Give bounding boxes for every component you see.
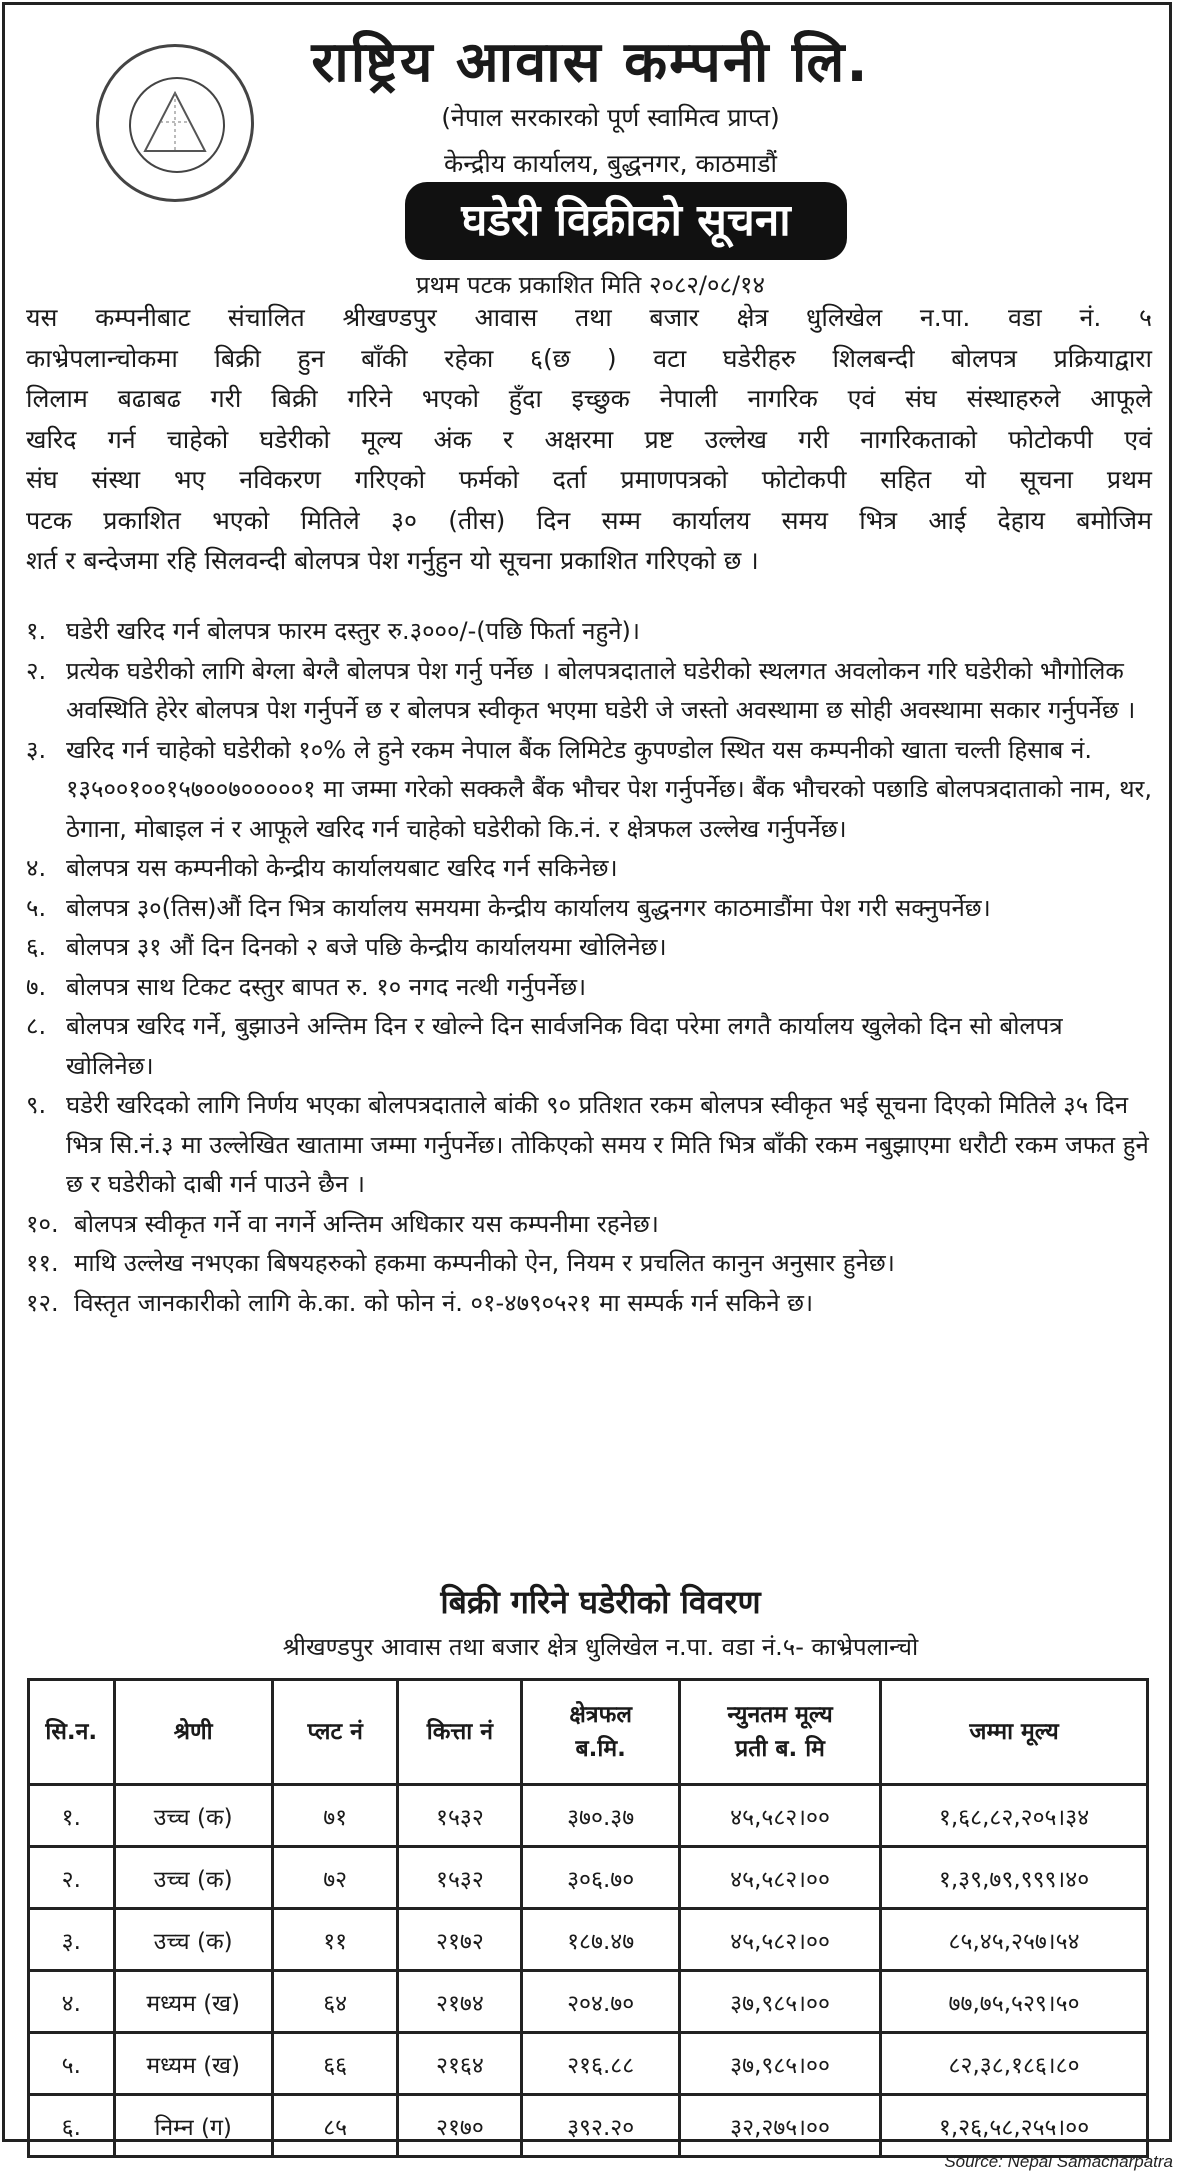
cell-category: निम्न (ग) (114, 2095, 272, 2157)
condition-text: माथि उल्लेख नभएका बिषयहरुको हकमा कम्पनीको ऐन, नियम र प्रचलित कानुन अनुसार हुनेछ। (74, 1249, 895, 1277)
office-address: केन्द्रीय कार्यालय, बुद्धनगर, काठमाडौं (444, 149, 777, 178)
condition-text: प्रत्येक घडेरीको लागि बेग्ला बेग्लै बोलपत्र पेश गर्नु पर्नेछ । बोलपत्रदाताले घडेरीको स्थलगत अवलोकन गरि घडेरीको भौगोलिक अवस्थिति हेरेर बोलपत्र पेश गर्नुपर्ने छ र बोलपत्र स्वीकृत भएमा घडेरी जे जस्तो अवस्थामा छ सोही अवस्थामा सकार गर्नुपर्नेछ । (66, 656, 1136, 724)
cell-category: उच्च (क) (114, 1909, 272, 1971)
condition-item (26, 1284, 1156, 1324)
col-header-area-line2: ब.मि. (575, 1736, 626, 1762)
col-header-plot: प्लट नं (272, 1680, 398, 1785)
condition-number: ५. (26, 893, 47, 922)
condition-text: बोलपत्र ३१ औं दिन दिनको २ बजे पछि केन्द्रीय कार्यालयमा खोलिनेछ। (66, 933, 667, 961)
source-credit: Source: Nepal Samacharpatra (944, 2152, 1173, 2171)
condition-number: ६. (26, 933, 47, 961)
col-header-min-price-line2: प्रती ब. मि (735, 1736, 825, 1762)
intro-line: पटक प्रकाशित भएको मितिले ३० (तीस) दिन सम्म कार्यालय समय भित्र आई देहाय बमोजिम (26, 505, 1152, 535)
table-row (29, 1971, 1148, 2033)
condition-item (26, 731, 1156, 850)
condition-item (26, 652, 1156, 731)
col-header-min-price-line1: न्युनतम मूल्य (727, 1702, 833, 1728)
condition-number: १२. (26, 1288, 59, 1317)
table-row (29, 1785, 1148, 1847)
intro-line: लिलाम बढाबढ गरी बिक्री गरिने भएको हुँदा इच्छुक नेपाली नागरिक एवं संघ संस्थाहरुले आफूले (26, 384, 1152, 413)
cell-min-price: ३७,९८५।०० (679, 1971, 880, 2033)
condition-number: ८. (26, 1012, 47, 1040)
col-header-area (522, 1680, 680, 1785)
cell-kitta: २१७० (398, 2095, 522, 2157)
condition-number: ११. (26, 1249, 59, 1277)
condition-text: बोलपत्र साथ टिकट दस्तुर बापत रु. १० नगद नत्थी गर्नुपर्नेछ। (66, 972, 587, 1001)
condition-number: ७. (26, 972, 47, 1001)
cell-area: २०४.७० (522, 1971, 680, 2033)
condition-number: ९. (26, 1091, 47, 1119)
cell-sn: ६. (29, 2095, 115, 2157)
condition-item (26, 1205, 1156, 1245)
intro-line: संघ संस्था भए नविकरण गरिएको फर्मको दर्ता प्रमाणपत्रको फोटोकपी सहित यो सूचना प्रथम (26, 465, 1152, 494)
cell-min-price: ४५,५८२।०० (679, 1785, 880, 1847)
cell-area: २१६.८८ (522, 2033, 680, 2095)
cell-kitta: २१७४ (398, 1971, 522, 2033)
condition-item (26, 928, 1156, 968)
col-header-sn: सि.न. (29, 1680, 115, 1785)
intro-line: काभ्रेपलान्चोकमा बिक्री हुन बाँकी रहेका ६(छ ) वटा घडेरीहरु शिलबन्दी बोलपत्र प्रक्रियाद्वारा (26, 343, 1152, 373)
condition-item (26, 889, 1156, 929)
plots-location: श्रीखण्डपुर आवास तथा बजार क्षेत्र धुलिखेल न.पा. वडा नं.५- काभ्रेपलान्चो (282, 1633, 919, 1661)
table-row (29, 1847, 1148, 1909)
cell-area: ३०६.७० (522, 1847, 680, 1909)
cell-total: ८५,४५,२५७।५४ (881, 1909, 1148, 1971)
table-row (29, 2095, 1148, 2157)
cell-plot: ६४ (272, 1971, 398, 2033)
condition-text: बोलपत्र ३०(तिस)औं दिन भित्र कार्यालय समयमा केन्द्रीय कार्यालय बुद्धनगर काठमाडौंमा पेश गरी सक्नुपर्नेछ। (66, 893, 991, 922)
company-name: राष्ट्रिय आवास कम्पनी लि. (311, 30, 870, 95)
intro-line: शर्त र बन्देजमा रहि सिलवन्दी बोलपत्र पेश गर्नुहुन यो सूचना प्रकाशित गरिएको छ । (26, 546, 759, 575)
col-header-total: जम्मा मूल्य (881, 1680, 1148, 1785)
cell-area: १८७.४७ (522, 1909, 680, 1971)
plots-section-title: बिक्री गरिने घडेरीको विवरण (440, 1583, 761, 1621)
cell-plot: ८५ (272, 2095, 398, 2157)
condition-item (26, 849, 1156, 889)
cell-sn: ५. (29, 2033, 115, 2095)
cell-kitta: १५३२ (398, 1847, 522, 1909)
table-row (29, 2033, 1148, 2095)
intro-paragraph (26, 298, 1152, 582)
condition-item (26, 1244, 1156, 1284)
cell-total: ८२,३८,१८६।८० (881, 2033, 1148, 2095)
cell-plot: ७१ (272, 1785, 398, 1847)
cell-kitta: १५३२ (398, 1785, 522, 1847)
condition-item (26, 1007, 1156, 1086)
condition-item (26, 612, 1156, 652)
condition-item (26, 968, 1156, 1008)
cell-min-price: ३२,२७५।०० (679, 2095, 880, 2157)
cell-category: उच्च (क) (114, 1785, 272, 1847)
col-header-category: श्रेणी (114, 1680, 272, 1785)
intro-line: यस कम्पनीबाट संचालित श्रीखण्डपुर आवास तथा बजार क्षेत्र धुलिखेल न.पा. वडा नं. ५ (26, 303, 1152, 332)
condition-text: खरिद गर्न चाहेको घडेरीको १०% ले हुने रकम नेपाल बैंक लिमिटेड कुपण्डोल स्थित यस कम्पनीको खाता चल्ती हिसाब नं. १३५००१००१५७००७०००००१ मा जम्मा गरेको सक्कलै बैंक भौचर पेश गर्नुपर्नेछ। बैंक भौचरको पछाडि बोलपत्रदाताको नाम, थर, ठेगाना, मोबाइल नं र आफूले खरिद गर्न चाहेको घडेरीको कि.नं. र क्षेत्रफल उल्लेख गर्नुपर्नेछ। (66, 735, 1152, 843)
condition-text: घडेरी खरिदको लागि निर्णय भएका बोलपत्रदाताले बांकी ९० प्रतिशत रकम बोलपत्र स्वीकृत भई सूचना दिएको मितिले ३५ दिन भित्र सि.नं.३ मा उल्लेखित खातामा जम्मा गर्नुपर्नेछ। तोकिएको समय र मिति भित्र बाँकी रकम नबुझाएमा धरौटी रकम जफत हुने छ र घडेरीको दाबी गर्न पाउने छैन । (66, 1091, 1149, 1198)
col-header-min-price (679, 1680, 880, 1785)
cell-category: उच्च (क) (114, 1847, 272, 1909)
condition-number: १०. (26, 1209, 59, 1238)
table-row (29, 1909, 1148, 1971)
condition-number: १. (26, 617, 47, 645)
condition-text: घडेरी खरिद गर्न बोलपत्र फारम दस्तुर रु.३०००/-(पछि फिर्ता नहुने)। (66, 617, 641, 645)
cell-category: मध्यम (ख) (114, 2033, 272, 2095)
cell-kitta: २१६४ (398, 2033, 522, 2095)
condition-text: बोलपत्र स्वीकृत गर्ने वा नगर्ने अन्तिम अधिकार यस कम्पनीमा रहनेछ। (74, 1209, 659, 1238)
condition-number: ३. (26, 735, 47, 764)
col-header-kitta: कित्ता नं (398, 1680, 522, 1785)
cell-total: १,६८,८२,२०५।३४ (881, 1785, 1148, 1847)
condition-text: बोलपत्र यस कम्पनीको केन्द्रीय कार्यालयबाट खरिद गर्न सकिनेछ। (66, 854, 618, 882)
cell-plot: ६६ (272, 2033, 398, 2095)
cell-total: १,३९,७९,९९९।४० (881, 1847, 1148, 1909)
table-header-row (29, 1680, 1148, 1785)
cell-sn: ४. (29, 1971, 115, 2033)
publication-date: प्रथम पटक प्रकाशित मिति २०८२/०८/१४ (415, 271, 765, 299)
condition-text: विस्तृत जानकारीको लागि के.का. को फोन नं. ०१-४७९०५२१ मा सम्पर्क गर्न सकिने छ। (74, 1288, 814, 1317)
cell-total: ७७,७५,५२९।५० (881, 1971, 1148, 2033)
intro-line: खरिद गर्न चाहेको घडेरीको मूल्य अंक र अक्षरमा प्रष्ट उल्लेख गरी नागरिकताको फोटोकपी एवं (26, 424, 1152, 454)
condition-number: ४. (26, 854, 47, 882)
cell-sn: ३. (29, 1909, 115, 1971)
cell-total: १,२६,५८,२५५।०० (881, 2095, 1148, 2157)
col-header-area-line1: क्षेत्रफल (569, 1702, 632, 1728)
condition-number: २. (26, 656, 47, 685)
cell-plot: ११ (272, 1909, 398, 1971)
cell-kitta: २१७२ (398, 1909, 522, 1971)
cell-sn: १. (29, 1785, 115, 1847)
cell-category: मध्यम (ख) (114, 1971, 272, 2033)
condition-item (26, 1086, 1156, 1205)
cell-plot: ७२ (272, 1847, 398, 1909)
cell-area: ३७०.३७ (522, 1785, 680, 1847)
conditions-list (26, 612, 1156, 1323)
cell-min-price: ४५,५८२।०० (679, 1909, 880, 1971)
condition-text: बोलपत्र खरिद गर्ने, बुझाउने अन्तिम दिन र खोल्ने दिन सार्वजनिक विदा परेमा लगतै कार्यालय खुलेको दिन सो बोलपत्र खोलिनेछ। (66, 1012, 1063, 1080)
ownership-note: (नेपाल सरकारको पूर्ण स्वामित्व प्राप्त) (441, 103, 780, 132)
cell-sn: २. (29, 1847, 115, 1909)
notice-title-banner: घडेरी विक्रीको सूचना (405, 182, 847, 260)
cell-min-price: ४५,५८२।०० (679, 1847, 880, 1909)
cell-min-price: ३७,९८५।०० (679, 2033, 880, 2095)
plots-table (27, 1678, 1149, 2158)
cell-area: ३९२.२० (522, 2095, 680, 2157)
